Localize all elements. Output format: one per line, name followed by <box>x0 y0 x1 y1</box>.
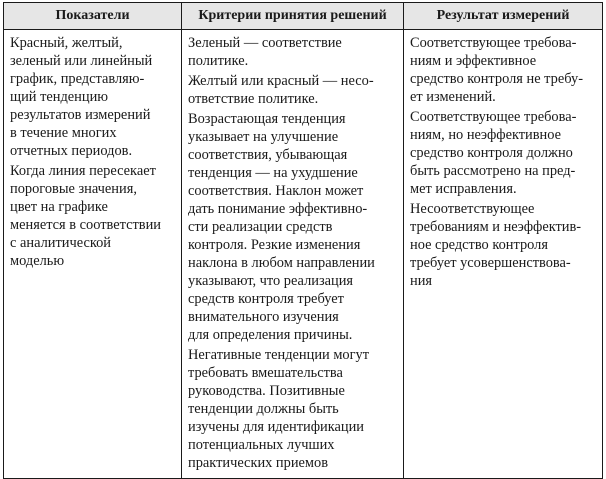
measurement-table <box>3 2 603 479</box>
criteria-paragraph-2: Желтый или красный — несо- ответствие политике. <box>188 73 374 107</box>
table-header-row <box>4 3 603 30</box>
header-indicators: Показатели <box>4 3 182 30</box>
cell-decision-criteria <box>182 30 404 479</box>
criteria-paragraph-3: Возрастающая тенденция указывает на улучшение соответствия, убывающая тенденция — на ухудшение соответствия. Наклон может дать понимание эффективно- сти реализации средств контроля. Резкие изменения наклона в любом направлении указывают, что реализация средств контроля требует внимательного изучения для определения причины. <box>188 111 375 343</box>
header-measurement-result: Результат измерений <box>404 3 603 30</box>
indicators-paragraph-2: Когда линия пересекает пороговые значения, цвет на графике меняется в соответствии с аналитической моделью <box>10 163 161 269</box>
criteria-paragraph-4: Негативные тенденции могут требовать вмешательства руководства. Позитивные тенденции должны быть изучены для идентификации потенциальных лучших практических приемов <box>188 347 370 471</box>
header-decision-criteria: Критерии принятия решений <box>182 3 404 30</box>
result-paragraph-2: Соответствующее требова- ниям, но неэффективное средство контроля должно быть рассмотрено на пред- мет исправления. <box>410 109 577 197</box>
result-paragraph-1: Соответствующее требова- ниям и эффективное средство контроля не требу- ет изменений. <box>410 35 583 105</box>
cell-indicators <box>4 30 182 479</box>
indicators-paragraph-1: Красный, желтый, зеленый или линейный график, представляю- щий тенденцию результатов измерений в течение многих отчетных периодов. <box>10 35 153 159</box>
cell-measurement-result <box>404 30 603 479</box>
criteria-paragraph-1: Зеленый — соответствие политике. <box>188 35 342 69</box>
document-page <box>3 2 602 479</box>
table-row <box>4 30 603 479</box>
result-paragraph-3: Несоответствующее требованиям и неэффектив- ное средство контроля требует усовершенствова- ния <box>410 201 582 289</box>
